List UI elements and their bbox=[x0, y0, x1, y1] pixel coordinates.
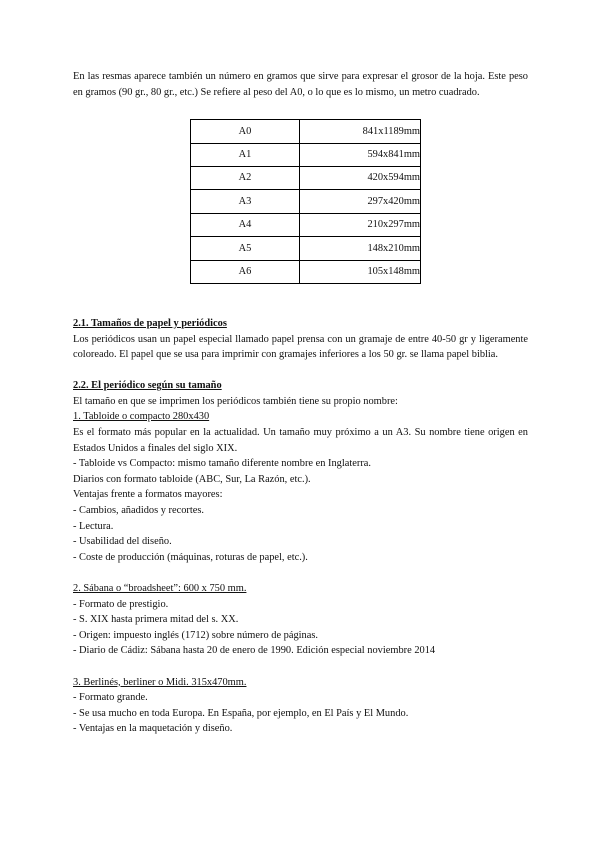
tabloide-diarios: Diarios con formato tabloide (ABC, Sur, La Razón, etc.). bbox=[73, 473, 311, 485]
section-2-1-heading: 2.1. Tamaños de papel y periódicos bbox=[73, 317, 227, 329]
list-item: - S. XIX hasta primera mitad del s. XX. bbox=[73, 614, 239, 626]
list-item: - Formato grande. bbox=[73, 692, 148, 704]
table-row bbox=[191, 166, 421, 189]
intro-paragraph: En las resmas aparece también un número en gramos que sirve para expresar el grosor de la hoja. Este peso en gramos (90 gr., 80 gr., etc.) Se refiere al peso del A0, o lo que es lo mismo, un metro cuadrado. bbox=[73, 71, 528, 98]
list-item: - Formato de prestigio. bbox=[73, 598, 169, 610]
section-2-2-intro: El tamaño en que se imprimen los periódicos también tiene su propio nombre: bbox=[73, 395, 398, 407]
sabana-title: 2. Sábana o “broadsheet”: 600 x 750 mm. bbox=[73, 583, 247, 595]
paper-size-dimensions: 148x210mm bbox=[300, 237, 421, 260]
table-row bbox=[191, 143, 421, 166]
list-item: - Origen: impuesto inglés (1712) sobre número de páginas. bbox=[73, 629, 318, 641]
table-row bbox=[191, 237, 421, 260]
tabloide-title: 1. Tabloide o compacto 280x430 bbox=[73, 411, 210, 423]
paper-sizes-table bbox=[190, 119, 421, 284]
list-item: - Diario de Cádiz: Sábana hasta 20 de enero de 1990. Edición especial noviembre 2014 bbox=[73, 645, 436, 657]
tabloide-ventajas-label: Ventajas frente a formatos mayores: bbox=[73, 489, 223, 501]
paper-size-dimensions: 841x1189mm bbox=[300, 120, 421, 143]
list-item: - Ventajas en la maquetación y diseño. bbox=[73, 723, 233, 735]
paper-size-name: A1 bbox=[191, 143, 300, 166]
paper-size-dimensions: 594x841mm bbox=[300, 143, 421, 166]
section-2-1-body: Los periódicos usan un papel especial llamado papel prensa con un gramaje de entre 40-50 gr y ligeramente coloreado. El papel que se usa para imprimir con gramajes inferiores a los 50 gr. se llama papel biblia. bbox=[73, 333, 528, 361]
list-item: - Lectura. bbox=[73, 520, 114, 532]
document-content bbox=[73, 69, 528, 737]
paper-size-name: A3 bbox=[191, 190, 300, 213]
paper-size-name: A4 bbox=[191, 213, 300, 236]
table-row bbox=[191, 260, 421, 283]
paper-size-dimensions: 297x420mm bbox=[300, 190, 421, 213]
paper-size-name: A2 bbox=[191, 166, 300, 189]
paper-size-name: A5 bbox=[191, 237, 300, 260]
paper-size-name: A0 bbox=[191, 120, 300, 143]
tabloide-vs-compacto: - Tabloide vs Compacto: mismo tamaño diferente nombre en Inglaterra. bbox=[73, 458, 372, 470]
section-2-2-heading: 2.2. El periódico según su tamaño bbox=[73, 380, 222, 392]
berlines-title: 3. Berlinés, berliner o Midi. 315x470mm. bbox=[73, 676, 247, 688]
list-item: - Cambios, añadidos y recortes. bbox=[73, 505, 205, 517]
table-row bbox=[191, 190, 421, 213]
table-row bbox=[191, 213, 421, 236]
table-row bbox=[191, 120, 421, 143]
list-item: - Se usa mucho en toda Europa. En España, por ejemplo, en El País y El Mundo. bbox=[73, 707, 409, 719]
list-item: - Usabilidad del diseño. bbox=[73, 536, 172, 548]
list-item: - Coste de producción (máquinas, roturas de papel, etc.). bbox=[73, 551, 308, 563]
tabloide-description: Es el formato más popular en la actualidad. Un tamaño muy próximo a un A3. Su nombre tiene origen en Estados Unidos a finales del siglo XIX. bbox=[73, 427, 528, 454]
paper-size-dimensions: 105x148mm bbox=[300, 260, 421, 283]
paper-size-name: A6 bbox=[191, 260, 300, 283]
paper-size-dimensions: 420x594mm bbox=[300, 166, 421, 189]
paper-size-dimensions: 210x297mm bbox=[300, 213, 421, 236]
